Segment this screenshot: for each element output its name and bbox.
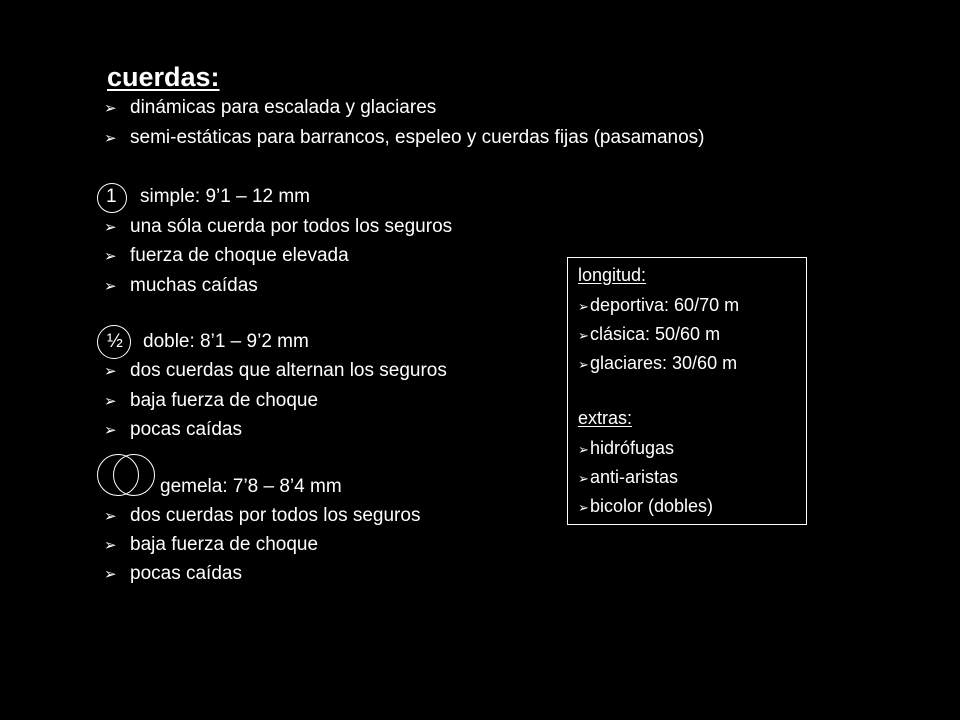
arrow-bullet-icon: ➢: [578, 442, 589, 457]
item-text: pocas caídas: [130, 563, 242, 584]
list-item: [104, 215, 452, 240]
list-item: [104, 418, 242, 443]
item-text: deportiva: 60/70 m: [590, 295, 740, 315]
item-text: baja fuerza de choque: [130, 390, 319, 411]
gemela-heading: gemela: 7’8 – 8’4 mm: [160, 476, 342, 497]
item-text: bicolor (dobles): [590, 496, 714, 516]
arrow-bullet-icon: ➢: [104, 363, 117, 380]
item-text: dinámicas para escalada y glaciares: [130, 97, 437, 118]
list-item: [104, 533, 318, 558]
item-text: anti-aristas: [590, 467, 679, 487]
item-text: dos cuerdas por todos los seguros: [130, 505, 421, 526]
arrow-bullet-icon: ➢: [104, 100, 117, 117]
slide-title: cuerdas:: [107, 62, 220, 92]
item-text: dos cuerdas que alternan los seguros: [130, 360, 447, 381]
item-text: pocas caídas: [130, 419, 242, 440]
item-text: clásica: 50/60 m: [590, 324, 721, 344]
box-item: [578, 465, 678, 491]
item-text: baja fuerza de choque: [130, 534, 319, 555]
item-text: una sóla cuerda por todos los seguros: [130, 216, 453, 237]
list-item-dinamicas: [104, 96, 436, 121]
arrow-bullet-icon: ➢: [104, 130, 117, 147]
simple-marker: 1: [106, 186, 117, 207]
box-item: [578, 436, 674, 462]
arrow-bullet-icon: ➢: [578, 328, 589, 343]
item-text: semi-estáticas para barrancos, espeleo y cuerdas fijas (pasamanos): [130, 127, 705, 148]
item-text: hidrófugas: [590, 438, 675, 458]
box-item: [578, 293, 739, 319]
arrow-bullet-icon: ➢: [104, 278, 117, 295]
arrow-bullet-icon: ➢: [104, 248, 117, 265]
arrow-bullet-icon: ➢: [104, 219, 117, 236]
arrow-bullet-icon: ➢: [104, 393, 117, 410]
extras-heading: extras:: [578, 408, 633, 428]
doble-marker: ½: [107, 331, 123, 352]
arrow-bullet-icon: ➢: [104, 566, 117, 583]
arrow-bullet-icon: ➢: [578, 471, 589, 486]
box-item: [578, 322, 720, 348]
list-item: [104, 274, 258, 299]
twin-rope-circle-right-icon: [113, 454, 155, 496]
list-item: [104, 244, 349, 269]
item-text: glaciares: 30/60 m: [590, 353, 738, 373]
arrow-bullet-icon: ➢: [104, 508, 117, 525]
simple-heading: simple: 9’1 – 12 mm: [140, 186, 311, 207]
arrow-bullet-icon: ➢: [578, 299, 589, 314]
list-item: [104, 504, 420, 529]
arrow-bullet-icon: ➢: [578, 500, 589, 515]
list-item-semi-estaticas: [104, 126, 705, 151]
box-item: [578, 351, 737, 377]
box-item: [578, 494, 713, 520]
doble-heading: doble: 8’1 – 9’2 mm: [143, 331, 309, 352]
arrow-bullet-icon: ➢: [104, 422, 117, 439]
list-item: [104, 389, 318, 414]
arrow-bullet-icon: ➢: [578, 357, 589, 372]
longitud-heading: longitud:: [578, 265, 647, 285]
list-item: [104, 562, 242, 587]
arrow-bullet-icon: ➢: [104, 537, 117, 554]
item-text: fuerza de choque elevada: [130, 245, 349, 266]
list-item: [104, 359, 447, 384]
item-text: muchas caídas: [130, 275, 258, 296]
